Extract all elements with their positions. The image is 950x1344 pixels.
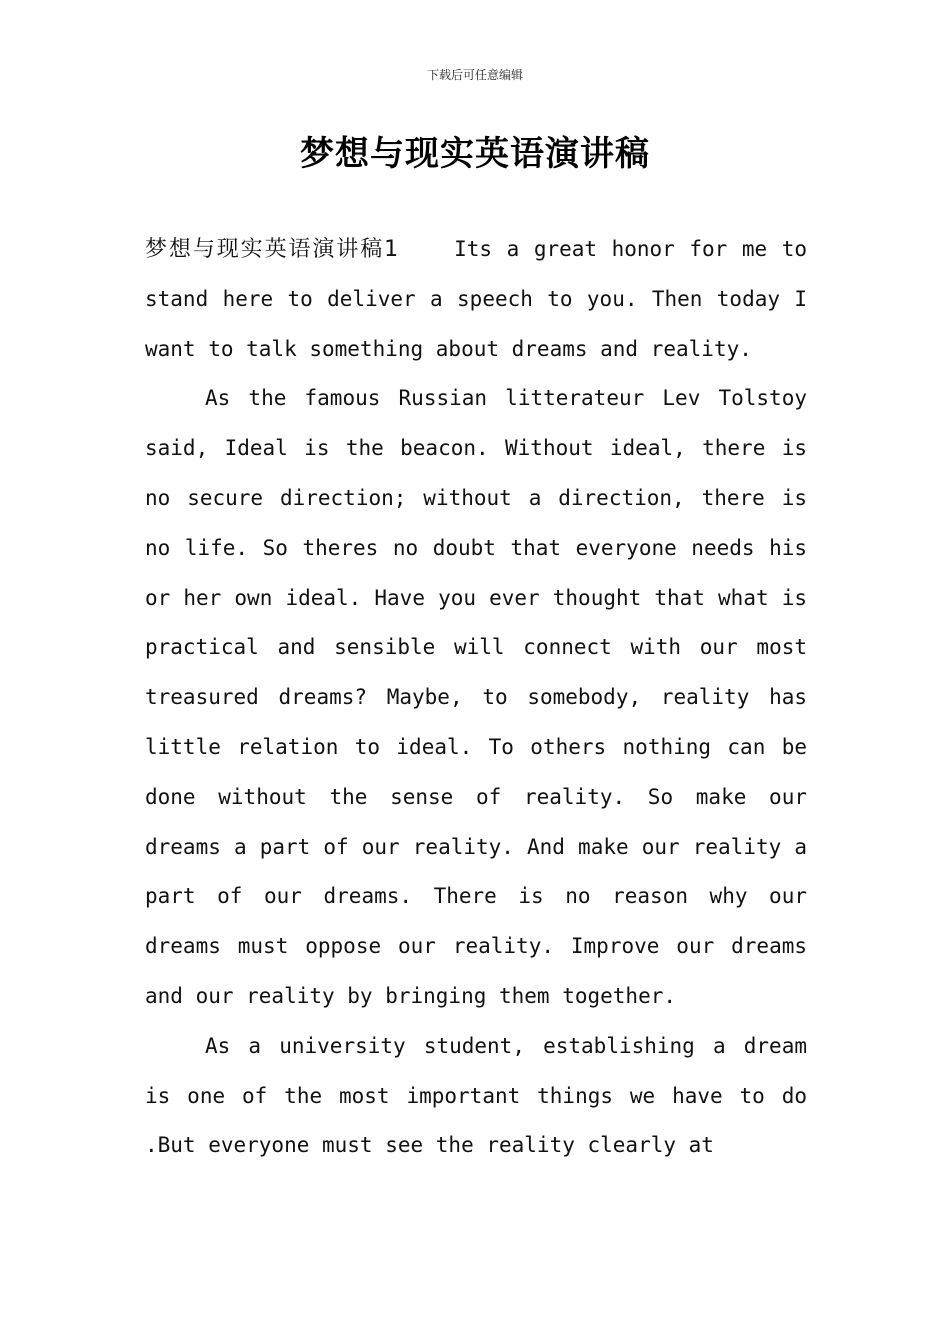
paragraph-3: As a university student, establishing a dream is one of the most important things we have to do .But everyone must see the reality clearly at: [145, 1033, 807, 1158]
page-title: 梦想与现实英语演讲稿: [300, 134, 650, 174]
document-body: [145, 225, 807, 1171]
paragraph-2: As the famous Russian litterateur Lev Tolstoy said, Ideal is the beacon. Without ideal, there is no secure direction; without a direction, there is no life. So theres no doubt that everyone needs his or her own ideal. Have you ever thought that what is practical and sensible will connect with our most treasured dreams? Maybe, to somebody, reality has little relation to ideal. To others nothing can be done without the sense of reality. So make our dreams a part of our reality. And make our reality a part of our dreams. There is no reason why our dreams must oppose our reality. Improve our dreams and our reality by bringing them together.: [145, 386, 807, 1008]
section-heading: 梦想与现实英语演讲稿1: [145, 237, 399, 262]
paragraph-1-text: Its a great honor for me to stand here to deliver a speech to you. Then today I want to talk something about dreams and reality.: [145, 237, 807, 361]
paragraph-1: [145, 225, 807, 374]
header-note: 下载后可任意编辑: [426, 68, 523, 82]
